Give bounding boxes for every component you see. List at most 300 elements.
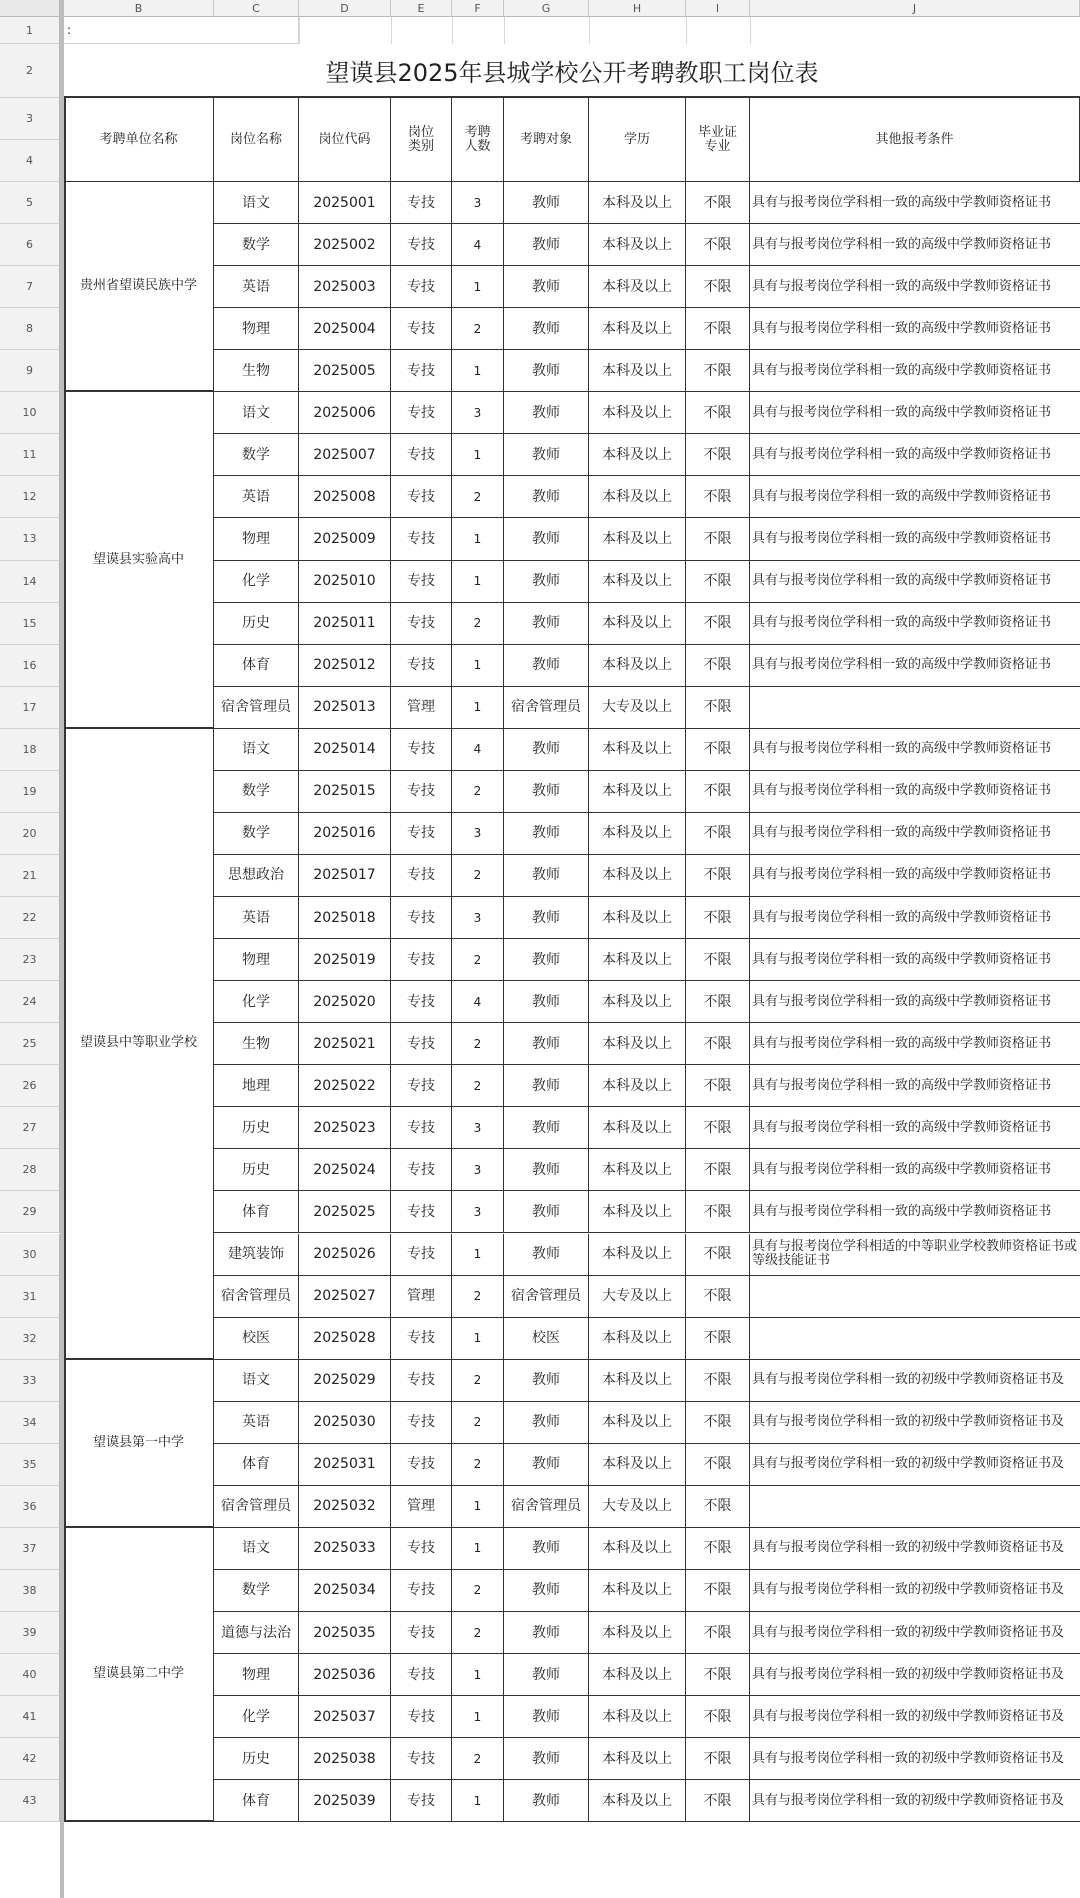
cell-edu[interactable]: 大专及以上 bbox=[589, 1276, 686, 1318]
cell-count[interactable]: 2 bbox=[452, 1402, 504, 1444]
row-header-29[interactable]: 29 bbox=[0, 1191, 60, 1233]
cell-major[interactable]: 不限 bbox=[686, 350, 750, 392]
cell-other[interactable]: 具有与报考岗位学科相一致的高级中学教师资格证书 bbox=[750, 561, 1080, 603]
cell-other[interactable]: 具有与报考岗位学科相一致的高级中学教师资格证书 bbox=[750, 518, 1080, 560]
cell-post[interactable]: 语文 bbox=[214, 182, 299, 224]
cell-other[interactable]: 具有与报考岗位学科相一致的高级中学教师资格证书 bbox=[750, 1065, 1080, 1107]
cell-cat[interactable]: 专技 bbox=[391, 1696, 452, 1738]
cell-edu[interactable]: 大专及以上 bbox=[589, 1486, 686, 1528]
row-header-14[interactable]: 14 bbox=[0, 561, 60, 603]
cell-target[interactable]: 教师 bbox=[504, 1528, 589, 1570]
cell-target[interactable]: 教师 bbox=[504, 434, 589, 476]
cell-post[interactable]: 体育 bbox=[214, 1444, 299, 1486]
cell-code[interactable]: 2025031 bbox=[299, 1444, 391, 1486]
cell-target[interactable]: 教师 bbox=[504, 645, 589, 687]
cell-major[interactable]: 不限 bbox=[686, 1528, 750, 1570]
cell-edu[interactable]: 本科及以上 bbox=[589, 561, 686, 603]
cell-edu[interactable]: 本科及以上 bbox=[589, 1528, 686, 1570]
cell-edu[interactable]: 本科及以上 bbox=[589, 1612, 686, 1654]
cell-other[interactable]: 具有与报考岗位学科相一致的高级中学教师资格证书 bbox=[750, 981, 1080, 1023]
cell-edu[interactable]: 本科及以上 bbox=[589, 1444, 686, 1486]
cell-edu[interactable]: 本科及以上 bbox=[589, 729, 686, 771]
cell-post[interactable]: 语文 bbox=[214, 392, 299, 434]
cell-target[interactable]: 校医 bbox=[504, 1318, 589, 1360]
cell-edu[interactable]: 本科及以上 bbox=[589, 1191, 686, 1233]
cell-count[interactable]: 2 bbox=[452, 476, 504, 518]
row-header-24[interactable]: 24 bbox=[0, 981, 60, 1023]
column-header-h[interactable]: H bbox=[589, 0, 686, 17]
cell-major[interactable]: 不限 bbox=[686, 1360, 750, 1402]
cell-edu[interactable]: 本科及以上 bbox=[589, 476, 686, 518]
cell-code[interactable]: 2025008 bbox=[299, 476, 391, 518]
cell-major[interactable]: 不限 bbox=[686, 939, 750, 981]
cell-other[interactable] bbox=[750, 1318, 1080, 1360]
cell-target[interactable]: 教师 bbox=[504, 1191, 589, 1233]
cell-post[interactable]: 物理 bbox=[214, 308, 299, 350]
cell-count[interactable]: 2 bbox=[452, 1738, 504, 1780]
cell-target[interactable]: 教师 bbox=[504, 182, 589, 224]
cell-major[interactable]: 不限 bbox=[686, 182, 750, 224]
cell-count[interactable]: 2 bbox=[452, 1444, 504, 1486]
cell-count[interactable]: 2 bbox=[452, 771, 504, 813]
cell-code[interactable]: 2025004 bbox=[299, 308, 391, 350]
cell-target[interactable]: 教师 bbox=[504, 266, 589, 308]
cell-post[interactable]: 英语 bbox=[214, 476, 299, 518]
cell-major[interactable]: 不限 bbox=[686, 1486, 750, 1528]
cell-target[interactable]: 教师 bbox=[504, 813, 589, 855]
cell-post[interactable]: 历史 bbox=[214, 1738, 299, 1780]
row-header-33[interactable]: 33 bbox=[0, 1360, 60, 1402]
cell-other[interactable]: 具有与报考岗位学科相一致的高级中学教师资格证书 bbox=[750, 434, 1080, 476]
cell-count[interactable]: 2 bbox=[452, 308, 504, 350]
cell-edu[interactable]: 本科及以上 bbox=[589, 603, 686, 645]
cell-cat[interactable]: 专技 bbox=[391, 771, 452, 813]
cell-post[interactable]: 化学 bbox=[214, 981, 299, 1023]
cell-post[interactable]: 物理 bbox=[214, 939, 299, 981]
cell-code[interactable]: 2025033 bbox=[299, 1528, 391, 1570]
cell-count[interactable]: 1 bbox=[452, 687, 504, 729]
cell-count[interactable]: 1 bbox=[452, 518, 504, 560]
cell-other[interactable]: 具有与报考岗位学科相一致的初级中学教师资格证书及 bbox=[750, 1738, 1080, 1780]
cell-post[interactable]: 物理 bbox=[214, 518, 299, 560]
cell-count[interactable]: 3 bbox=[452, 1191, 504, 1233]
cell-edu[interactable]: 本科及以上 bbox=[589, 1360, 686, 1402]
cell-other[interactable] bbox=[750, 687, 1080, 729]
cell-post[interactable]: 历史 bbox=[214, 1149, 299, 1191]
cell-count[interactable]: 2 bbox=[452, 1360, 504, 1402]
cell-code[interactable]: 2025028 bbox=[299, 1318, 391, 1360]
cell-major[interactable]: 不限 bbox=[686, 1696, 750, 1738]
row-header-9[interactable]: 9 bbox=[0, 350, 60, 392]
cell-target[interactable]: 教师 bbox=[504, 1696, 589, 1738]
row-header-38[interactable]: 38 bbox=[0, 1570, 60, 1612]
cell-cat[interactable]: 专技 bbox=[391, 1654, 452, 1696]
row-header-32[interactable]: 32 bbox=[0, 1318, 60, 1360]
cell-count[interactable]: 1 bbox=[452, 350, 504, 392]
cell-target[interactable]: 宿舍管理员 bbox=[504, 687, 589, 729]
cell-code[interactable]: 2025005 bbox=[299, 350, 391, 392]
cell-other[interactable] bbox=[750, 1276, 1080, 1318]
cell-count[interactable]: 2 bbox=[452, 1023, 504, 1065]
cell-edu[interactable]: 本科及以上 bbox=[589, 1234, 686, 1276]
cell-count[interactable]: 4 bbox=[452, 729, 504, 771]
cell-count[interactable]: 3 bbox=[452, 392, 504, 434]
cell-code[interactable]: 2025035 bbox=[299, 1612, 391, 1654]
cell-cat[interactable]: 专技 bbox=[391, 266, 452, 308]
cell-target[interactable]: 教师 bbox=[504, 981, 589, 1023]
cell-count[interactable]: 1 bbox=[452, 1234, 504, 1276]
cell-post[interactable]: 建筑装饰 bbox=[214, 1234, 299, 1276]
cell-count[interactable]: 3 bbox=[452, 1149, 504, 1191]
row-header-18[interactable]: 18 bbox=[0, 729, 60, 771]
cell-edu[interactable]: 本科及以上 bbox=[589, 1696, 686, 1738]
cell-code[interactable]: 2025029 bbox=[299, 1360, 391, 1402]
cell-cat[interactable]: 专技 bbox=[391, 308, 452, 350]
cell-other[interactable]: 具有与报考岗位学科相一致的初级中学教师资格证书及 bbox=[750, 1444, 1080, 1486]
cell-code[interactable]: 2025016 bbox=[299, 813, 391, 855]
cell-other[interactable]: 具有与报考岗位学科相一致的初级中学教师资格证书及 bbox=[750, 1780, 1080, 1822]
cell-cat[interactable]: 专技 bbox=[391, 981, 452, 1023]
cell-cat[interactable]: 专技 bbox=[391, 813, 452, 855]
cell-other[interactable]: 具有与报考岗位学科相一致的高级中学教师资格证书 bbox=[750, 771, 1080, 813]
cell-target[interactable]: 教师 bbox=[504, 1023, 589, 1065]
cell-major[interactable]: 不限 bbox=[686, 1402, 750, 1444]
cell-other[interactable]: 具有与报考岗位学科相一致的高级中学教师资格证书 bbox=[750, 1107, 1080, 1149]
row-header-7[interactable]: 7 bbox=[0, 266, 60, 308]
cell-target[interactable]: 教师 bbox=[504, 939, 589, 981]
row-header-4[interactable]: 4 bbox=[0, 140, 60, 182]
cell-cat[interactable]: 专技 bbox=[391, 645, 452, 687]
cell-other[interactable]: 具有与报考岗位学科相一致的高级中学教师资格证书 bbox=[750, 897, 1080, 939]
cell-cat[interactable]: 专技 bbox=[391, 1107, 452, 1149]
row-header-22[interactable]: 22 bbox=[0, 897, 60, 939]
cell-other[interactable]: 具有与报考岗位学科相一致的高级中学教师资格证书 bbox=[750, 855, 1080, 897]
cell-cat[interactable]: 管理 bbox=[391, 1486, 452, 1528]
cell-code[interactable]: 2025036 bbox=[299, 1654, 391, 1696]
row-header-26[interactable]: 26 bbox=[0, 1065, 60, 1107]
cell-cat[interactable]: 专技 bbox=[391, 561, 452, 603]
row-header-36[interactable]: 36 bbox=[0, 1486, 60, 1528]
cell-other[interactable]: 具有与报考岗位学科相一致的高级中学教师资格证书 bbox=[750, 1149, 1080, 1191]
cell-major[interactable]: 不限 bbox=[686, 813, 750, 855]
cell-target[interactable]: 教师 bbox=[504, 1780, 589, 1822]
row-header-6[interactable]: 6 bbox=[0, 224, 60, 266]
cell-count[interactable]: 2 bbox=[452, 1065, 504, 1107]
row-header-11[interactable]: 11 bbox=[0, 434, 60, 476]
cell-target[interactable]: 教师 bbox=[504, 561, 589, 603]
cell-count[interactable]: 1 bbox=[452, 1696, 504, 1738]
cell-code[interactable]: 2025011 bbox=[299, 603, 391, 645]
cell-other[interactable]: 具有与报考岗位学科相一致的高级中学教师资格证书 bbox=[750, 939, 1080, 981]
cell-target[interactable]: 宿舍管理员 bbox=[504, 1276, 589, 1318]
cell-major[interactable]: 不限 bbox=[686, 1444, 750, 1486]
cell-edu[interactable]: 大专及以上 bbox=[589, 687, 686, 729]
cell-major[interactable]: 不限 bbox=[686, 561, 750, 603]
row-header-2[interactable]: 2 bbox=[0, 44, 60, 98]
cell-target[interactable]: 教师 bbox=[504, 771, 589, 813]
cell-post[interactable]: 体育 bbox=[214, 1191, 299, 1233]
cell-major[interactable]: 不限 bbox=[686, 308, 750, 350]
cell-post[interactable]: 数学 bbox=[214, 1570, 299, 1612]
cell-edu[interactable]: 本科及以上 bbox=[589, 1149, 686, 1191]
cell-cat[interactable]: 专技 bbox=[391, 1191, 452, 1233]
cell-cat[interactable]: 专技 bbox=[391, 1065, 452, 1107]
cell-target[interactable]: 教师 bbox=[504, 729, 589, 771]
row-header-13[interactable]: 13 bbox=[0, 518, 60, 560]
cell-code[interactable]: 2025037 bbox=[299, 1696, 391, 1738]
column-header-i[interactable]: I bbox=[686, 0, 750, 17]
cell-cat[interactable]: 专技 bbox=[391, 939, 452, 981]
column-header-f[interactable]: F bbox=[452, 0, 504, 17]
cell-major[interactable]: 不限 bbox=[686, 729, 750, 771]
row-header-35[interactable]: 35 bbox=[0, 1444, 60, 1486]
cell-post[interactable]: 宿舍管理员 bbox=[214, 1276, 299, 1318]
cell-cat[interactable]: 专技 bbox=[391, 729, 452, 771]
cell-code[interactable]: 2025006 bbox=[299, 392, 391, 434]
cell-count[interactable]: 3 bbox=[452, 182, 504, 224]
cell-other[interactable]: 具有与报考岗位学科相一致的高级中学教师资格证书 bbox=[750, 729, 1080, 771]
cell-major[interactable]: 不限 bbox=[686, 392, 750, 434]
cell-other[interactable]: 具有与报考岗位学科相一致的高级中学教师资格证书 bbox=[750, 645, 1080, 687]
cell-code[interactable]: 2025009 bbox=[299, 518, 391, 560]
cell-count[interactable]: 3 bbox=[452, 1107, 504, 1149]
cell-major[interactable]: 不限 bbox=[686, 1654, 750, 1696]
cell-target[interactable]: 教师 bbox=[504, 1654, 589, 1696]
cell-major[interactable]: 不限 bbox=[686, 1318, 750, 1360]
column-header-g[interactable]: G bbox=[504, 0, 589, 17]
cell-other[interactable]: 具有与报考岗位学科相一致的初级中学教师资格证书及 bbox=[750, 1570, 1080, 1612]
cell-post[interactable]: 历史 bbox=[214, 1107, 299, 1149]
cell-count[interactable]: 1 bbox=[452, 561, 504, 603]
cell-major[interactable]: 不限 bbox=[686, 645, 750, 687]
cell-post[interactable]: 语文 bbox=[214, 729, 299, 771]
cell-target[interactable]: 教师 bbox=[504, 897, 589, 939]
cell-major[interactable]: 不限 bbox=[686, 266, 750, 308]
cell-other[interactable]: 具有与报考岗位学科相一致的高级中学教师资格证书 bbox=[750, 266, 1080, 308]
row-header-12[interactable]: 12 bbox=[0, 476, 60, 518]
row-header-31[interactable]: 31 bbox=[0, 1276, 60, 1318]
cell-post[interactable]: 历史 bbox=[214, 603, 299, 645]
cell-major[interactable]: 不限 bbox=[686, 981, 750, 1023]
row-header-34[interactable]: 34 bbox=[0, 1402, 60, 1444]
cell-edu[interactable]: 本科及以上 bbox=[589, 1023, 686, 1065]
cell-other[interactable]: 具有与报考岗位学科相适的中等职业学校教师资格证书或等级技能证书 bbox=[750, 1234, 1080, 1276]
cell-major[interactable]: 不限 bbox=[686, 855, 750, 897]
cell-edu[interactable]: 本科及以上 bbox=[589, 939, 686, 981]
cell-edu[interactable]: 本科及以上 bbox=[589, 1402, 686, 1444]
cell-major[interactable]: 不限 bbox=[686, 603, 750, 645]
cell-count[interactable]: 2 bbox=[452, 603, 504, 645]
cell-major[interactable]: 不限 bbox=[686, 897, 750, 939]
cell-other[interactable]: 具有与报考岗位学科相一致的初级中学教师资格证书及 bbox=[750, 1360, 1080, 1402]
cell-target[interactable]: 教师 bbox=[504, 392, 589, 434]
row-header-8[interactable]: 8 bbox=[0, 308, 60, 350]
cell-major[interactable]: 不限 bbox=[686, 687, 750, 729]
row-header-40[interactable]: 40 bbox=[0, 1654, 60, 1696]
cell-major[interactable]: 不限 bbox=[686, 224, 750, 266]
cell-count[interactable]: 2 bbox=[452, 1276, 504, 1318]
cell-code[interactable]: 2025021 bbox=[299, 1023, 391, 1065]
cell-post[interactable]: 数学 bbox=[214, 224, 299, 266]
cell-code[interactable]: 2025001 bbox=[299, 182, 391, 224]
cell-count[interactable]: 1 bbox=[452, 1780, 504, 1822]
cell-edu[interactable]: 本科及以上 bbox=[589, 771, 686, 813]
cell-major[interactable]: 不限 bbox=[686, 1191, 750, 1233]
cell-other[interactable]: 具有与报考岗位学科相一致的高级中学教师资格证书 bbox=[750, 182, 1080, 224]
cell-major[interactable]: 不限 bbox=[686, 771, 750, 813]
cell-count[interactable]: 1 bbox=[452, 266, 504, 308]
cell-edu[interactable]: 本科及以上 bbox=[589, 434, 686, 476]
cell-edu[interactable]: 本科及以上 bbox=[589, 645, 686, 687]
cell-target[interactable]: 教师 bbox=[504, 1738, 589, 1780]
cell-target[interactable]: 教师 bbox=[504, 476, 589, 518]
cell-other[interactable]: 具有与报考岗位学科相一致的高级中学教师资格证书 bbox=[750, 476, 1080, 518]
cell-code[interactable]: 2025014 bbox=[299, 729, 391, 771]
cell-post[interactable]: 体育 bbox=[214, 1780, 299, 1822]
cell-target[interactable]: 教师 bbox=[504, 1234, 589, 1276]
row-header-15[interactable]: 15 bbox=[0, 603, 60, 645]
cell-post[interactable]: 语文 bbox=[214, 1360, 299, 1402]
cell-major[interactable]: 不限 bbox=[686, 1234, 750, 1276]
cell-edu[interactable]: 本科及以上 bbox=[589, 308, 686, 350]
cell-post[interactable]: 英语 bbox=[214, 1402, 299, 1444]
cell-cat[interactable]: 专技 bbox=[391, 1444, 452, 1486]
cell-cat[interactable]: 专技 bbox=[391, 603, 452, 645]
cell-post[interactable]: 数学 bbox=[214, 813, 299, 855]
cell-target[interactable]: 教师 bbox=[504, 1065, 589, 1107]
cell-cat[interactable]: 专技 bbox=[391, 855, 452, 897]
row-header-41[interactable]: 41 bbox=[0, 1696, 60, 1738]
cell-other[interactable]: 具有与报考岗位学科相一致的高级中学教师资格证书 bbox=[750, 224, 1080, 266]
cell-count[interactable]: 3 bbox=[452, 813, 504, 855]
column-header-b[interactable]: B bbox=[64, 0, 214, 17]
cell-code[interactable]: 2025022 bbox=[299, 1065, 391, 1107]
cell-post[interactable]: 英语 bbox=[214, 897, 299, 939]
cell-edu[interactable]: 本科及以上 bbox=[589, 224, 686, 266]
cell-code[interactable]: 2025038 bbox=[299, 1738, 391, 1780]
row-header-16[interactable]: 16 bbox=[0, 645, 60, 687]
cell-target[interactable]: 教师 bbox=[504, 224, 589, 266]
cell-target[interactable]: 教师 bbox=[504, 855, 589, 897]
cell-edu[interactable]: 本科及以上 bbox=[589, 1065, 686, 1107]
cell-cat[interactable]: 专技 bbox=[391, 476, 452, 518]
cell-cat[interactable]: 专技 bbox=[391, 392, 452, 434]
cell-cat[interactable]: 专技 bbox=[391, 434, 452, 476]
cell-post[interactable]: 生物 bbox=[214, 1023, 299, 1065]
cell-post[interactable]: 物理 bbox=[214, 1654, 299, 1696]
cell-post[interactable]: 语文 bbox=[214, 1528, 299, 1570]
cell-cat[interactable]: 专技 bbox=[391, 1528, 452, 1570]
cell-target[interactable]: 教师 bbox=[504, 603, 589, 645]
column-header-d[interactable]: D bbox=[299, 0, 391, 17]
row-header-42[interactable]: 42 bbox=[0, 1738, 60, 1780]
cell-cat[interactable]: 专技 bbox=[391, 1360, 452, 1402]
cell-cat[interactable]: 专技 bbox=[391, 350, 452, 392]
cell-count[interactable]: 4 bbox=[452, 981, 504, 1023]
row-header-1[interactable]: 1 bbox=[0, 17, 60, 44]
column-header-e[interactable]: E bbox=[391, 0, 452, 17]
cell-post[interactable]: 数学 bbox=[214, 771, 299, 813]
cell-post[interactable]: 数学 bbox=[214, 434, 299, 476]
row-header-19[interactable]: 19 bbox=[0, 771, 60, 813]
cell-cat[interactable]: 专技 bbox=[391, 518, 452, 560]
cell-code[interactable]: 2025034 bbox=[299, 1570, 391, 1612]
cell-cat[interactable]: 专技 bbox=[391, 1318, 452, 1360]
cell-target[interactable]: 宿舍管理员 bbox=[504, 1486, 589, 1528]
row-header-37[interactable]: 37 bbox=[0, 1528, 60, 1570]
row-header-30[interactable]: 30 bbox=[0, 1234, 60, 1276]
cell-count[interactable]: 4 bbox=[452, 224, 504, 266]
cell-post[interactable]: 生物 bbox=[214, 350, 299, 392]
cell-edu[interactable]: 本科及以上 bbox=[589, 1570, 686, 1612]
cell-target[interactable]: 教师 bbox=[504, 350, 589, 392]
cell-major[interactable]: 不限 bbox=[686, 1780, 750, 1822]
column-header-c[interactable]: C bbox=[214, 0, 299, 17]
cell-count[interactable]: 1 bbox=[452, 645, 504, 687]
cell-edu[interactable]: 本科及以上 bbox=[589, 392, 686, 434]
cell-count[interactable]: 1 bbox=[452, 1528, 504, 1570]
row-header-21[interactable]: 21 bbox=[0, 855, 60, 897]
cell-target[interactable]: 教师 bbox=[504, 1444, 589, 1486]
cell-count[interactable]: 2 bbox=[452, 1612, 504, 1654]
row-header-27[interactable]: 27 bbox=[0, 1107, 60, 1149]
cell-major[interactable]: 不限 bbox=[686, 1107, 750, 1149]
cell-cat[interactable]: 专技 bbox=[391, 1570, 452, 1612]
cell-edu[interactable]: 本科及以上 bbox=[589, 1780, 686, 1822]
cell-target[interactable]: 教师 bbox=[504, 308, 589, 350]
cell-cat[interactable]: 专技 bbox=[391, 182, 452, 224]
cell-count[interactable]: 2 bbox=[452, 1570, 504, 1612]
cell-code[interactable]: 2025002 bbox=[299, 224, 391, 266]
cell-major[interactable]: 不限 bbox=[686, 1065, 750, 1107]
cell-edu[interactable]: 本科及以上 bbox=[589, 981, 686, 1023]
cell-edu[interactable]: 本科及以上 bbox=[589, 1738, 686, 1780]
row-header-10[interactable]: 10 bbox=[0, 392, 60, 434]
cell-code[interactable]: 2025032 bbox=[299, 1486, 391, 1528]
cell-other[interactable]: 具有与报考岗位学科相一致的初级中学教师资格证书及 bbox=[750, 1402, 1080, 1444]
cell-major[interactable]: 不限 bbox=[686, 518, 750, 560]
cell-post[interactable]: 英语 bbox=[214, 266, 299, 308]
cell-major[interactable]: 不限 bbox=[686, 476, 750, 518]
cell-code[interactable]: 2025025 bbox=[299, 1191, 391, 1233]
cell-post[interactable]: 宿舍管理员 bbox=[214, 687, 299, 729]
cell-count[interactable]: 1 bbox=[452, 434, 504, 476]
cell-code[interactable]: 2025026 bbox=[299, 1234, 391, 1276]
cell-other[interactable]: 具有与报考岗位学科相一致的高级中学教师资格证书 bbox=[750, 308, 1080, 350]
cell-code[interactable]: 2025024 bbox=[299, 1149, 391, 1191]
cell-major[interactable]: 不限 bbox=[686, 1612, 750, 1654]
cell-cat[interactable]: 专技 bbox=[391, 224, 452, 266]
cell-other[interactable]: 具有与报考岗位学科相一致的初级中学教师资格证书及 bbox=[750, 1612, 1080, 1654]
cell-code[interactable]: 2025027 bbox=[299, 1276, 391, 1318]
row-header-28[interactable]: 28 bbox=[0, 1149, 60, 1191]
cell-code[interactable]: 2025003 bbox=[299, 266, 391, 308]
cell-other[interactable]: 具有与报考岗位学科相一致的高级中学教师资格证书 bbox=[750, 1191, 1080, 1233]
cell-major[interactable]: 不限 bbox=[686, 1570, 750, 1612]
cell-cat[interactable]: 管理 bbox=[391, 1276, 452, 1318]
cell-other[interactable]: 具有与报考岗位学科相一致的初级中学教师资格证书及 bbox=[750, 1654, 1080, 1696]
cell-code[interactable]: 2025018 bbox=[299, 897, 391, 939]
cell-code[interactable]: 2025013 bbox=[299, 687, 391, 729]
cell-code[interactable]: 2025030 bbox=[299, 1402, 391, 1444]
cell-target[interactable]: 教师 bbox=[504, 1570, 589, 1612]
cell-post[interactable]: 化学 bbox=[214, 561, 299, 603]
cell-cat[interactable]: 专技 bbox=[391, 1612, 452, 1654]
cell-major[interactable]: 不限 bbox=[686, 1023, 750, 1065]
cell-other[interactable]: 具有与报考岗位学科相一致的初级中学教师资格证书及 bbox=[750, 1696, 1080, 1738]
cell-other[interactable]: 具有与报考岗位学科相一致的初级中学教师资格证书及 bbox=[750, 1528, 1080, 1570]
cell-edu[interactable]: 本科及以上 bbox=[589, 182, 686, 224]
